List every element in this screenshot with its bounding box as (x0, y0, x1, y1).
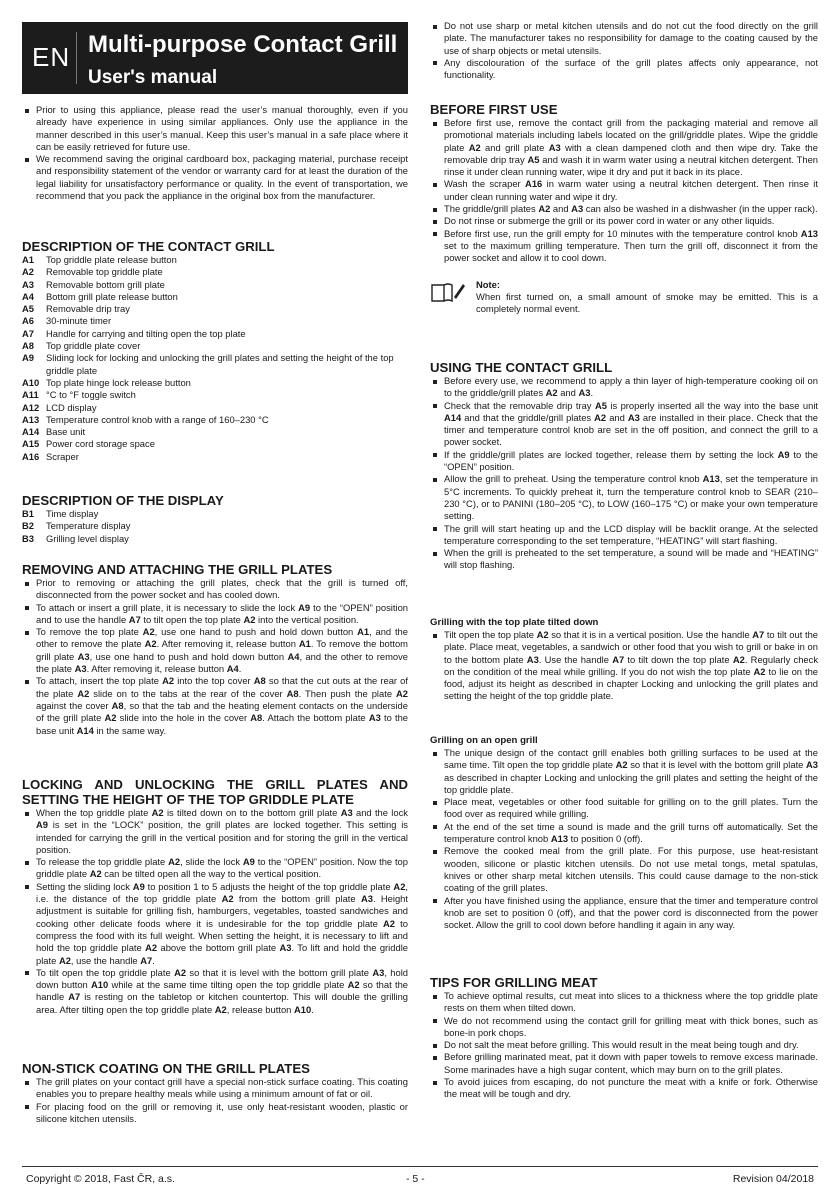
part-description: Scraper (46, 450, 79, 462)
header-divider (76, 32, 77, 84)
description-row (22, 340, 408, 352)
note-icon (430, 281, 466, 303)
list-item: Prior to using this appliance, please read the user’s manual thoroughly, even if you already have experience in using similar appliances. Only use the appliance in the manner described in this user’s manual. Keep this user’s manual in a safe place where it can be easily retrieved for future use. (22, 104, 408, 153)
description-row (22, 451, 408, 463)
part-code: A16 (22, 450, 40, 462)
list-item: Check that the removable drip tray A5 is properly inserted all the way into the base unit A14 and that the griddle/grill plates A2 and A3 are installed in their place. Check that the timer and temperature control knob are set in the off position, and connect the grill to a power socket. (430, 400, 818, 449)
description-row (22, 279, 408, 291)
list-item: Prior to removing or attaching the grill plates, check that the grill is turned off, disconnected from the power socket and has cooled down. (22, 577, 408, 602)
note-text: When first turned on, a small amount of smoke may be emitted. This is a completely normal event. (476, 290, 818, 315)
part-code: A2 (22, 266, 34, 278)
manual-title: Multi-purpose Contact Grill (88, 31, 398, 58)
section-nonstick (22, 1061, 408, 1125)
part-description: 30-minute timer (46, 315, 112, 327)
section-heading: DESCRIPTION OF THE DISPLAY (22, 493, 224, 508)
section-description-grill (22, 239, 408, 463)
list-item: Place meat, vegetables or other food suitable for grilling on to the grill plates. Turn the food over as required while grilling. (430, 796, 818, 821)
bullet-list (22, 1076, 408, 1125)
list-item: To tilt open the top griddle plate A2 so that it is level with the bottom grill plate A3, hold down button A10 while at the same time tilting open the top griddle plate A2 so that the handle A7 is resting on the tabletop or kitchen countertop. This will double the grilling area. After tilting open the top griddle plate A2, release button A10. (22, 967, 408, 1016)
description-list (22, 508, 408, 545)
part-description: Base unit (46, 426, 86, 438)
description-list (22, 254, 408, 463)
list-item: Wash the scraper A16 in warm water using a neutral kitchen detergent. Then rinse it under clean running water and wipe it dry. (430, 178, 818, 203)
section-heading: TIPS FOR GRILLING MEAT (430, 975, 598, 990)
description-row (22, 438, 408, 450)
page-footer (22, 1166, 818, 1185)
part-description: Removable bottom grill plate (46, 278, 165, 290)
description-row (22, 328, 408, 340)
page-number: - 5 - (406, 1173, 425, 1185)
section-heading: DESCRIPTION OF THE CONTACT GRILL (22, 239, 275, 254)
part-description: Time display (46, 508, 99, 519)
description-row (22, 291, 408, 303)
description-row (22, 315, 408, 327)
bullet-list (430, 375, 818, 572)
part-code: A3 (22, 278, 34, 290)
note-label: Note: (476, 278, 500, 290)
bullet-list (22, 577, 408, 737)
subsection-heading: Grilling with the top plate tilted down (430, 617, 599, 628)
list-item: To remove the top plate A2, use one hand to push and hold down button A1, and the other to remove the plate A2. After removing it, release button A1. To remove the bottom grill plate A3, use one hand to push and hold down button A4, and the other to remove the plate A3. After removing it, release button A4. (22, 626, 408, 675)
list-item: To attach or insert a grill plate, it is necessary to slide the lock A9 to the “OPEN” position and to use the handle A7 to tilt open the top plate A2 into the vertical position. (22, 602, 408, 627)
section-tips (430, 975, 818, 1101)
part-code: A13 (22, 413, 40, 425)
part-code: A12 (22, 401, 40, 413)
description-row (22, 533, 408, 545)
description-row (22, 352, 408, 377)
list-item: Before first use, remove the contact grill from the packaging material and remove all promotional materials including labels located on the grill/griddle plates. Wipe the griddle plate A2 and grill plate A3 with a clean dampened cloth and then wipe dry. Take the removable drip tray A5 and wash it in warm water using a neutral kitchen detergent. Then rinse it under clean running water, wipe it dry and put it back in its place. (430, 117, 818, 178)
revision-text: Revision 04/2018 (732, 1173, 814, 1185)
list-item: Do not rinse or submerge the grill or its power cord in water or any other liquids. (430, 215, 818, 227)
part-description: Temperature display (46, 520, 131, 532)
part-code: A11 (22, 389, 39, 401)
bullet-list (430, 990, 818, 1101)
list-item: To attach, insert the top plate A2 into the top cover A8 so that the cut outs at the rear of the plate A2 slide on to the tabs at the rear of the cover A8. Then push the plate A2 against the cover A8, so that the tab and the heating element contacts on the underside of the grill plate A2 slide into the hole in the cover A8. Attach the bottom plate A3 to the base unit A14 in the same way. (22, 675, 408, 736)
copyright-text: Copyright © 2018, Fast ČR, a.s. (26, 1173, 175, 1185)
part-description: Removable drip tray (46, 303, 130, 315)
list-item: We do not recommend using the contact grill for grilling meat with thick bones, such as bone-in pork chops. (430, 1015, 818, 1040)
part-code: A5 (22, 303, 34, 315)
part-code: A1 (22, 254, 34, 265)
description-row (22, 414, 408, 426)
description-row (22, 266, 408, 278)
section-before-first-use (430, 102, 818, 315)
list-item: Tilt open the top plate A2 so that it is in a vertical position. Use the handle A7 to tilt out the plate. Place meat, vegetables, a sandwich or other food that you wish to grill or bake in on to the bottom plate A3. Use the handle A7 to tilt down the top plate A2. Regularly check on the condition of the meal while grilling. If you do not wish the top plate A2 to lie on the food, adjust its height as described in chapter Locking and unlocking the grill plates and setting the height of the top griddle plate. (430, 629, 818, 703)
list-item: To achieve optimal results, cut meat into slices to a thickness where the top griddle plate rests on them when tilted down. (430, 990, 818, 1015)
part-description: Grilling level display (46, 532, 129, 544)
description-row (22, 303, 408, 315)
section-using (430, 360, 818, 572)
part-code: A14 (22, 426, 40, 438)
bullet-list (430, 117, 818, 265)
section-heading: USING THE CONTACT GRILL (430, 360, 613, 375)
manual-header (22, 22, 408, 94)
list-item: At the end of the set time a sound is made and the grill turns off automatically. Set the temperature control knob A13 to position 0 (off). (430, 821, 818, 846)
description-row (22, 254, 408, 266)
part-code: A6 (22, 315, 34, 327)
part-description: Power cord storage space (46, 438, 155, 450)
list-item: The grill plates on your contact grill have a special non-stick surface coating. This coating enables you to prepare healthy meals while using a minimum amount of fat or oil. (22, 1076, 408, 1101)
intro-list (22, 104, 408, 202)
list-item: When the grill is preheated to the set temperature, a sound will be made and “HEATING” will stop flashing. (430, 547, 818, 572)
part-code: A15 (22, 438, 40, 450)
note-box (430, 279, 818, 316)
list-item: Before first use, run the grill empty for 10 minutes with the temperature control knob A13 set to the maximum grilling temperature. Then turn the grill off, disconnect it from the power socket and allow it to cool down. (430, 228, 818, 265)
section-grilling-tilted (430, 617, 818, 703)
section-heading: LOCKING AND UNLOCKING THE GRILL PLATES AND SETTING THE HEIGHT OF THE TOP GRIDDLE PLATE (22, 777, 408, 807)
section-removing (22, 562, 408, 737)
description-row (22, 508, 408, 520)
part-description: °C to °F toggle switch (46, 389, 136, 401)
list-item: Any discolouration of the surface of the grill plates affects only appearance, not functionality. (430, 57, 818, 82)
section-heading: REMOVING AND ATTACHING THE GRILL PLATES (22, 562, 333, 577)
list-item: Setting the sliding lock A9 to position 1 to 5 adjusts the height of the top griddle plate A2, i.e. the distance of the top griddle plate A2 from the bottom grill plate A3. Height adjustment is suitable for grilling fish, hamburgers, vegetables, toasted sandwiches and cooking other delicate foods where it is undesirable for the top griddle plate A2 to compress the food with its full weight. When setting the height, it is necessary to lift and hold the top griddle plate A2 above the bottom grill plate A3. To lift and hold the griddle plate A2, use the handle A7. (22, 881, 408, 967)
section-locking (22, 777, 408, 1016)
description-row (22, 377, 408, 389)
part-code: B1 (22, 508, 34, 519)
description-row (22, 402, 408, 414)
part-description: Temperature control knob with a range of 160–230 °C (46, 413, 269, 425)
description-row (22, 389, 408, 401)
part-code: A10 (22, 376, 40, 388)
part-code: A7 (22, 327, 34, 339)
list-item: Before grilling marinated meat, pat it down with paper towels to remove excess marinade. Some marinades have a high sugar content, which may burn on to the grill plates. (430, 1051, 818, 1076)
list-item: We recommend saving the original cardboard box, packaging material, purchase receipt and responsibility statement of the vendor or warranty card for at least the duration of the legal liability for unsatisfactory performance or quality. In the event of transportation, we recommend that you pack the appliance in the original box from the manufacturer. (22, 153, 408, 202)
description-row (22, 520, 408, 532)
part-description: LCD display (46, 401, 97, 413)
part-description: Bottom grill plate release button (46, 290, 178, 302)
part-description: Top griddle plate cover (46, 340, 141, 352)
list-item: When the top griddle plate A2 is tilted down on to the bottom grill plate A3 and the lock A9 is set in the “LOCK” position, the grill plates are locked together. This setting is intended for carrying the grill in the vertical position and for storing the grill in the vertical position. (22, 807, 408, 856)
section-grilling-open (430, 735, 818, 931)
part-code: B2 (22, 520, 34, 532)
part-code: B3 (22, 532, 34, 544)
list-item: To release the top griddle plate A2, slide the lock A9 to the “OPEN” position. Now the top griddle plate A2 can be tilted open all the way to the vertical position. (22, 856, 408, 881)
part-description: Handle for carrying and tilting open the top plate (46, 327, 246, 339)
list-item: To avoid juices from escaping, do not puncture the meat with a knife or fork. Otherwise the meat will be tough and dry. (430, 1076, 818, 1101)
list-item: The grill will start heating up and the LCD display will be backlit orange. At the selected temperature corresponding to the set temperature, “HEATING” will start flashing. (430, 523, 818, 548)
part-description: Top griddle plate release button (46, 254, 177, 265)
bullet-list (430, 747, 818, 931)
list-item: If the griddle/grill plates are locked together, release them by setting the lock A9 to the “OPEN” position. (430, 449, 818, 474)
part-description: Top plate hinge lock release button (46, 376, 191, 388)
section-heading: BEFORE FIRST USE (430, 102, 558, 117)
list-item: Remove the cooked meal from the grill plate. For this purpose, use heat-resistant wooden, silicone or plastic kitchen utensils. Do not use metal tongs, metal spatulas, knives or other sharp metal kitchen utensils. This could cause damage to the non-stick coating of the grill plates. (430, 845, 818, 894)
list-item: Allow the grill to preheat. Using the temperature control knob A13, set the temperature in 5°C increments. To quickly preheat it, turn the temperature control knob to SEAR (210–230 °C), or to PANINI (180–205 °C), to LOW (160–175 °C) or make your own temperature setting. (430, 473, 818, 522)
language-code: EN (32, 42, 71, 72)
part-code: A9 (22, 352, 34, 364)
part-code: A8 (22, 340, 34, 352)
section-heading: NON-STICK COATING ON THE GRILL PLATES (22, 1061, 310, 1076)
manual-subtitle: User's manual (88, 67, 218, 88)
list-item: Do not use sharp or metal kitchen utensils and do not cut the food directly on the grill plate. The manufacturer takes no responsibility for damage to the coating caused by the use of sharp objects or metal utensils. (430, 20, 818, 57)
list-item: Before every use, we recommend to apply a thin layer of high-temperature cooking oil on to the griddle/grill plates A2 and A3. (430, 375, 818, 400)
list-item: For placing food on the grill or removing it, use only heat-resistant wooden, plastic or silicone kitchen utensils. (22, 1101, 408, 1126)
bullet-list (430, 20, 818, 81)
part-description: Removable top griddle plate (46, 266, 163, 278)
section-description-display (22, 493, 408, 545)
list-item: After you have finished using the appliance, ensure that the timer and temperature control knob are set to position 0 (off), and that the power cord is disconnected from the power socket. Allow the grill to cool down before handling it again in any way. (430, 895, 818, 932)
list-item: Do not salt the meat before grilling. This would result in the meat being tough and dry. (430, 1039, 818, 1051)
bullet-list (22, 807, 408, 1016)
list-item: The unique design of the contact grill enables both grilling surfaces to be used at the same time. Tilt open the top griddle plate A2 so that it is level with the bottom grill plate A3 as described in chapter Locking and unlocking the grill plates and setting the height of the top griddle plate. (430, 747, 818, 796)
subsection-heading: Grilling on an open grill (430, 735, 538, 746)
part-code: A4 (22, 290, 34, 302)
description-row (22, 426, 408, 438)
part-description: Sliding lock for locking and unlocking the grill plates and setting the height of the top griddle plate (46, 352, 394, 376)
list-item: The griddle/grill plates A2 and A3 can also be washed in a dishwasher (in the upper rack). (430, 203, 818, 215)
bullet-list (430, 629, 818, 703)
